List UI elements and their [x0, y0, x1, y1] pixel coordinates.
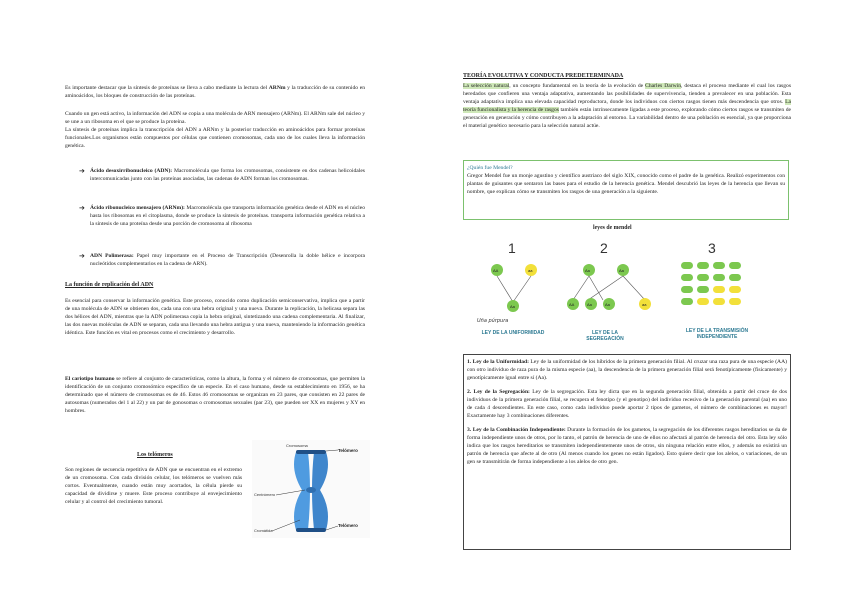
mendel-box-title: ¿Quién fue Mendel?: [467, 165, 513, 171]
law-text: Ley de la uniformidad de los híbridos de la primera generación filial. Al cruzar una raza pura de una especie (AA) con otro individuo de raza pura de la misma especie (aa), la descendencia de la primera generación filial será fenotípicamente (fisicamente) y genotípicamente igual entre sí (Aa).: [467, 359, 787, 381]
law3-punnett-grid: [681, 262, 741, 305]
highlight-funcionalista: La teoría funcionalista y la herencia de rasgos: [463, 99, 791, 113]
svg-text:Aa: Aa: [587, 302, 592, 307]
label-telomero-top: Telómero: [338, 448, 358, 453]
label-cromosoma: Cromosoma: [286, 443, 308, 448]
mendel-info-box: [463, 160, 789, 220]
replication-text: Es esencial para conservar la información genética. Este proceso, conocido como duplicación semiconservativa, implica que a partir de una molécula de ADN se obtienen dos, cada una con una hebra original y una nueva. Durante la replicación, la helicasa separa las dos hélices del ADN, mientras que la ADN polimerasa copia la hebra original, sintetizando una cadena complementaria. Al finalizar, las dos nuevas moléculas de ADN se separan, cada una llevando una hebra antigua y una nueva, manteniendo la información genética idéntica. Este función es vital en procesos como el crecimiento y desarrollo.: [65, 298, 365, 336]
evolution-title: TEORÍA EVOLUTIVA Y CONDUCTA PREDETERMINADA: [463, 73, 624, 79]
bullet-term: Ácido desoxirribonucleico (ADN):: [90, 168, 173, 174]
mendel-laws-box: [463, 354, 791, 550]
caption-law-3: LEY DE LA TRANSMISIÓN INDEPENDIENTE: [685, 328, 749, 340]
highlight-darwin: Charles Darwin: [645, 83, 682, 89]
telomeros-title: Los telómeros: [137, 452, 173, 458]
law-text: Ley de la segregación. Esta ley dicta que en la segunda generación filial, obtenida a partir del cruce de dos individuos de la primera generación filial, se recupera el fenotipo (y el genotipo) del individuo recesivo de la generación parental (aa) en uno de cada 4 descendientes. En este caso, como cada individuo puede aportar 2 tipos de gametos, el número de combinaciones es mayor! Exactamente hay 3 combinaciones diferentes.: [467, 389, 787, 419]
handwritten-note: Uña púrpura: [477, 318, 509, 324]
label-cromatida: Cromátida: [254, 528, 273, 533]
text: , destaca el proceso mediante el cual los rasgos heredados que confieren una ventaja adaptativa, aumentando las posibilidades de supervivencia, tienden a prevalecer en una población. Esta ventaja adaptativa implica una elevada capacidad reproductora, donde los individuos con ciertos rasgos tienen más descendencia que otros.: [463, 83, 792, 105]
law-term: 3. Ley de la Combinación Independiente:: [467, 427, 566, 433]
svg-text:Aa: Aa: [585, 268, 590, 273]
label-centromero: Centrómero: [254, 492, 276, 497]
svg-text:Aa: Aa: [619, 268, 624, 273]
svg-text:AA: AA: [569, 302, 575, 307]
text: Es importante destacar que la síntesis de proteínas se lleva a cabo mediante la lectura del: [65, 85, 269, 91]
law-number-2: 2: [600, 240, 608, 256]
mendel-laws-diagram: [463, 256, 791, 326]
evolution-paragraph: [463, 82, 791, 130]
text: Cuando un gen está activo, la información del ADN se copia a una molécula de ARN mensajero (ARNm). El ARNm sale del núcleo y se une a un ribosoma en el que se produce la proteína.: [65, 111, 365, 125]
text: también están intrínsecamente ligadas a este proceso, explorando cómo ciertos rasgos se transmiten de generación en generación y cómo contribuyen a la adaptación al entorno. La variabilidad dentro de una población es esencial, ya que proporciona el material genético necesario para la selección natural actúe.: [463, 107, 791, 129]
law1-diagram: [491, 264, 537, 312]
text: y la traducción de su contenido en aminoácidos, los bloques de construcción de las proteínas.: [65, 85, 365, 99]
svg-text:Aa: Aa: [605, 302, 610, 307]
arrow-icon: ➔: [79, 167, 85, 175]
diagram-title: leyes de mendel: [593, 225, 632, 231]
highlight-seleccion: La selección natural: [463, 83, 510, 89]
law-term: 1. Ley de la Uniformidad:: [467, 359, 529, 365]
arrow-icon: ➔: [79, 204, 85, 212]
text: se refiere al conjunto de características, como la altura, la forma y el número de cromosomas, que permiten la identificación de un conjunto cromosómico específico de un especie. En el caso humano, desde su establecimiento en 1956, se ha determinado que el número de cromosomas es de 46. Estos 46 cromosomas se organizan en 23 pares, que consisten en 22 pares de autosomas (numerados del 1 al 22) y un par de gonosomas o cromosomas sexuales (par 23), que pueden ser XX en mujeres y XY en hombres.: [65, 376, 365, 414]
caption-law-1: LEY DE LA UNIFORMIDAD: [481, 330, 545, 336]
svg-text:aa: aa: [528, 268, 533, 273]
bullet-text: Papel muy importante en el Proceso de Transcripción (Desenrolla la doble hélice e incorpora nucleótidos complementarios en la cadena de ARN).: [90, 253, 365, 267]
paragraph-arnm: [65, 84, 365, 100]
law-2: [467, 388, 787, 420]
bold-term: ARNm: [268, 85, 286, 91]
bullet-text: Macromolécula que forma los cromosomas, consistente en dos cadenas helicoidales intercomunicadas junto con las proteínas asociadas, las cadenas de ADN forman los cromosomas.: [90, 168, 365, 182]
cariotipo-paragraph: [65, 375, 365, 415]
bullet-polimerasa: [79, 252, 365, 268]
label-telomero-bottom: Telómero: [338, 523, 358, 528]
bullet-term: Ácido ribonucleico mensajero (ARNm):: [90, 205, 185, 211]
svg-text:Aa: Aa: [510, 304, 515, 309]
text: , un concepto fundamental en la teoría de la evolución de: [509, 83, 646, 89]
bullet-adn: [79, 167, 365, 183]
law2-diagram: [567, 264, 651, 310]
bullet-text: Macromolécula que transporta información genética desde el ADN en el núcleo hasta los ribosomas en el citoplasma, donde se produce la síntesis de proteínas. transporta información genética relativa a la síntesis de una proteína desde una porción de cromosoma al ribosoma: [90, 205, 365, 227]
law-term: 2. Ley de la Segregación:: [467, 389, 530, 395]
bullet-arnm: [79, 204, 365, 228]
arrow-icon: ➔: [79, 252, 85, 260]
paragraph-gen-activo: [65, 110, 365, 126]
telomeros-text: Son regiones de secuencia repetitiva de ADN que se encuentran en el extremo de un cromosoma. Con cada división celular, los telómeros se vuelven más cortos. Eventualmente, cuando están muy acortados, la célula pierde su capacidad de dividirse y muere. Este proceso contribuye al envejecimiento celular y al control del crecimiento tumoral.: [65, 467, 242, 505]
svg-text:aa: aa: [642, 302, 647, 307]
law-number-3: 3: [708, 240, 716, 256]
chromosome-figure: [252, 440, 370, 538]
mendel-box-text: Gregor Mendel fue un monje agustino y científico austriaco del siglo XIX, conocido como el padre de la genética. Realizó experimentos con plantas de guisantes que sentaron las bases para el estudio de la herencia genética. Mendel descubrió las leyes de la herencia que llevan su nombre, que explican cómo se transmiten los rasgos de una generación a la siguiente.: [467, 173, 785, 195]
law-number-1: 1: [508, 240, 516, 256]
svg-text:AA: AA: [493, 268, 499, 273]
paragraph-sintesis: [65, 126, 365, 150]
replication-title: La función de replicación del ADN: [65, 282, 154, 288]
bold-term: El cariotipo humano: [65, 376, 115, 382]
bullet-term: ADN Polimerasa:: [90, 253, 134, 259]
law-text: Durante la formación de los gametos, la segregación de los diferentes rasgos hereditarios se da de forma independiente unos de otros, por lo tanto, el patrón de herencia de uno de ellos no afectará al patrón de herencia del otro. Esta ley sólo indica que los rasgos hereditarios se transmiten independientemente unos de otros, sin ninguna relación entre ellos, y además no existirá un patrón de herencia que afecte al de otro (Al menos cuando los genes no están ligados). Esto quiere decir que los alelos, o variaciones, de un gen se transmitirán de forma independiente a los alelos de otro gen.: [467, 427, 787, 465]
law-3: [467, 426, 787, 466]
caption-law-2: LEY DE LA SEGREGACIÓN: [586, 330, 624, 342]
law-1: [467, 358, 787, 382]
text: La síntesis de proteínas implica la transcripción del ADN a ARNm y la posterior traducción en aminoácidos para formar proteínas funcionales.Los organismos están compuestos por células que contienen cromosomas, cada uno de los cuales lleva la información genética.: [65, 127, 365, 149]
